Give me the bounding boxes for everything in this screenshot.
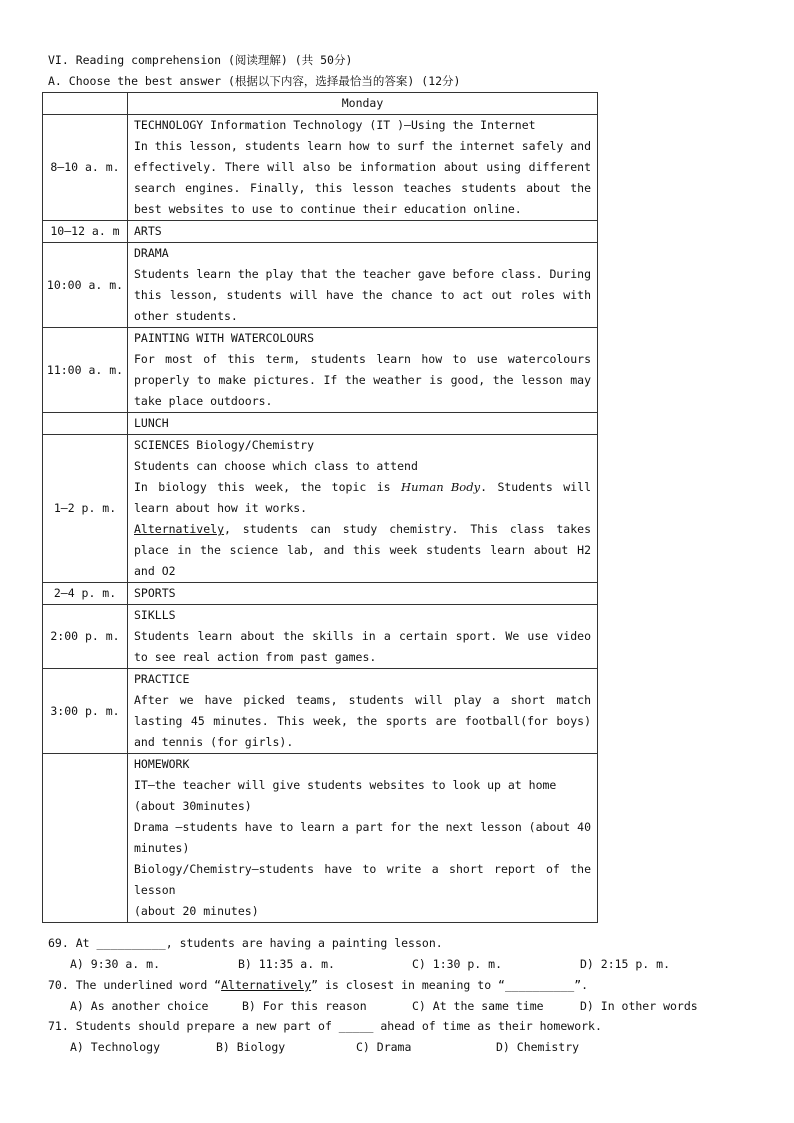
- question-text: , students are having a painting lesson.: [165, 936, 443, 950]
- row-title: TECHNOLOGY Information Technology (IT )—Using the Internet: [134, 118, 536, 132]
- row-content: [128, 243, 598, 328]
- row-title: LUNCH: [128, 413, 598, 435]
- table-row: [43, 221, 598, 243]
- answer-blank: _____: [338, 1019, 374, 1033]
- table-row: [43, 435, 598, 583]
- option-a[interactable]: A) 9:30 a. m.: [70, 957, 161, 971]
- biology-text: [134, 477, 591, 519]
- question-text: ahead of time as their homework.: [373, 1019, 602, 1033]
- row-title: PAINTING WITH WATERCOLOURS: [134, 331, 315, 345]
- question-text: ” is closest in meaning to “: [311, 978, 505, 992]
- table-row: [43, 115, 598, 221]
- option-b[interactable]: B) For this reason: [242, 999, 367, 1013]
- row-body: For most of this term, students learn how to use watercolours properly to make pictures. If the weather is good, the lesson may take place outdoors.: [134, 352, 591, 408]
- row-title: PRACTICE: [134, 672, 190, 686]
- homework-drama: Drama –students have to learn a part for the next lesson (about 40 minutes): [134, 820, 591, 855]
- table-header-row: [43, 93, 598, 115]
- option-d[interactable]: D) Chemistry: [496, 1040, 580, 1054]
- table-row: [43, 605, 598, 669]
- option-c[interactable]: C) 1:30 p. m.: [412, 957, 503, 971]
- option-b[interactable]: B) Biology: [216, 1040, 286, 1054]
- underlined-word: Alternatively: [134, 522, 225, 536]
- row-line: Students can choose which class to attend: [134, 459, 418, 473]
- row-time: 2:00 p. m.: [43, 605, 128, 669]
- question-text: 70. The underlined word “: [48, 978, 222, 992]
- row-time: 10:00 a. m.: [43, 243, 128, 328]
- options-71: [70, 1037, 770, 1058]
- option-d[interactable]: D) 2:15 p. m.: [580, 957, 671, 971]
- homework-it: IT—the teacher will give students websites to look up at home: [134, 778, 557, 792]
- question-71: [48, 1016, 602, 1037]
- section-subtitle: A. Choose the best answer (根据以下内容，选择最恰当的答案) (12分): [48, 74, 461, 88]
- question-70: [48, 975, 588, 996]
- row-title: HOMEWORK: [134, 757, 190, 771]
- option-b[interactable]: B) 11:35 a. m.: [238, 957, 335, 971]
- question-text: 71. Students should prepare a new part of: [48, 1019, 339, 1033]
- row-time: [43, 413, 128, 435]
- row-body: In this lesson, students learn how to surf the internet safely and effectively. There will also be information about using different search engines. Finally, this lesson teaches students about the best websites to use to continue their education online.: [134, 139, 591, 216]
- table-row: [43, 583, 598, 605]
- table-corner-cell: [43, 93, 128, 115]
- option-c[interactable]: C) At the same time: [412, 999, 544, 1013]
- question-69: [48, 933, 443, 954]
- option-a[interactable]: A) As another choice: [70, 999, 209, 1013]
- table-row: [43, 413, 598, 435]
- row-content: [128, 435, 598, 583]
- answer-blank: __________: [504, 978, 575, 992]
- row-body: Students learn about the skills in a certain sport. We use video to see real action from past games.: [134, 629, 591, 664]
- chemistry-text: [134, 519, 591, 582]
- options-69: [70, 954, 770, 975]
- homework-it-time: (about 30minutes): [134, 799, 252, 813]
- table-header-day: Monday: [128, 93, 598, 115]
- table-row: [43, 754, 598, 923]
- biology-pre: In biology this week, the topic is: [134, 480, 402, 494]
- row-title: DRAMA: [134, 246, 169, 260]
- schedule-table: [42, 92, 598, 923]
- row-time: 10—12 a. m: [43, 221, 128, 243]
- row-time: 8—10 a. m.: [43, 115, 128, 221]
- table-row: [43, 669, 598, 754]
- row-title: SCIENCES Biology/Chemistry: [134, 438, 315, 452]
- row-title: SIKLLS: [134, 608, 176, 622]
- row-body: After we have picked teams, students will play a short match lasting 45 minutes. This week, the sports are football(for boys) and tennis (for girls).: [134, 693, 591, 749]
- row-content: [128, 605, 598, 669]
- row-time: 11:00 a. m.: [43, 328, 128, 413]
- options-70: [70, 996, 770, 1017]
- chemistry-post: , students can study chemistry. This class takes place in the science lab, and this week students learn about H2 and O2: [134, 522, 591, 578]
- section-title: VI. Reading comprehension (阅读理解) (共 50分): [48, 53, 353, 67]
- question-text: 69. At: [48, 936, 97, 950]
- row-time: 3:00 p. m.: [43, 669, 128, 754]
- option-c[interactable]: C) Drama: [356, 1040, 412, 1054]
- biology-post: . Students will learn about how it works.: [134, 480, 591, 515]
- homework-biology: Biology/Chemistry—students have to write a short report of the lesson: [134, 862, 591, 897]
- table-row: [43, 328, 598, 413]
- table-row: [43, 243, 598, 328]
- row-time: 2—4 p. m.: [43, 583, 128, 605]
- row-time: 1—2 p. m.: [43, 435, 128, 583]
- option-a[interactable]: A) Technology: [70, 1040, 161, 1054]
- option-d[interactable]: D) In other words: [580, 999, 698, 1013]
- question-text: ”.: [574, 978, 589, 992]
- row-body: Students learn the play that the teacher gave before class. During this lesson, students will have the chance to act out roles with other students.: [134, 267, 591, 323]
- row-content: [128, 754, 598, 923]
- underlined-word: Alternatively: [221, 978, 312, 992]
- homework-biology-time: (about 20 minutes): [134, 904, 259, 918]
- row-content: [128, 669, 598, 754]
- biology-topic: Human Body: [401, 480, 481, 494]
- row-title: SPORTS: [128, 583, 598, 605]
- row-time: [43, 754, 128, 923]
- row-content: [128, 328, 598, 413]
- answer-blank: __________: [96, 936, 166, 950]
- row-content: [128, 115, 598, 221]
- row-title: ARTS: [128, 221, 598, 243]
